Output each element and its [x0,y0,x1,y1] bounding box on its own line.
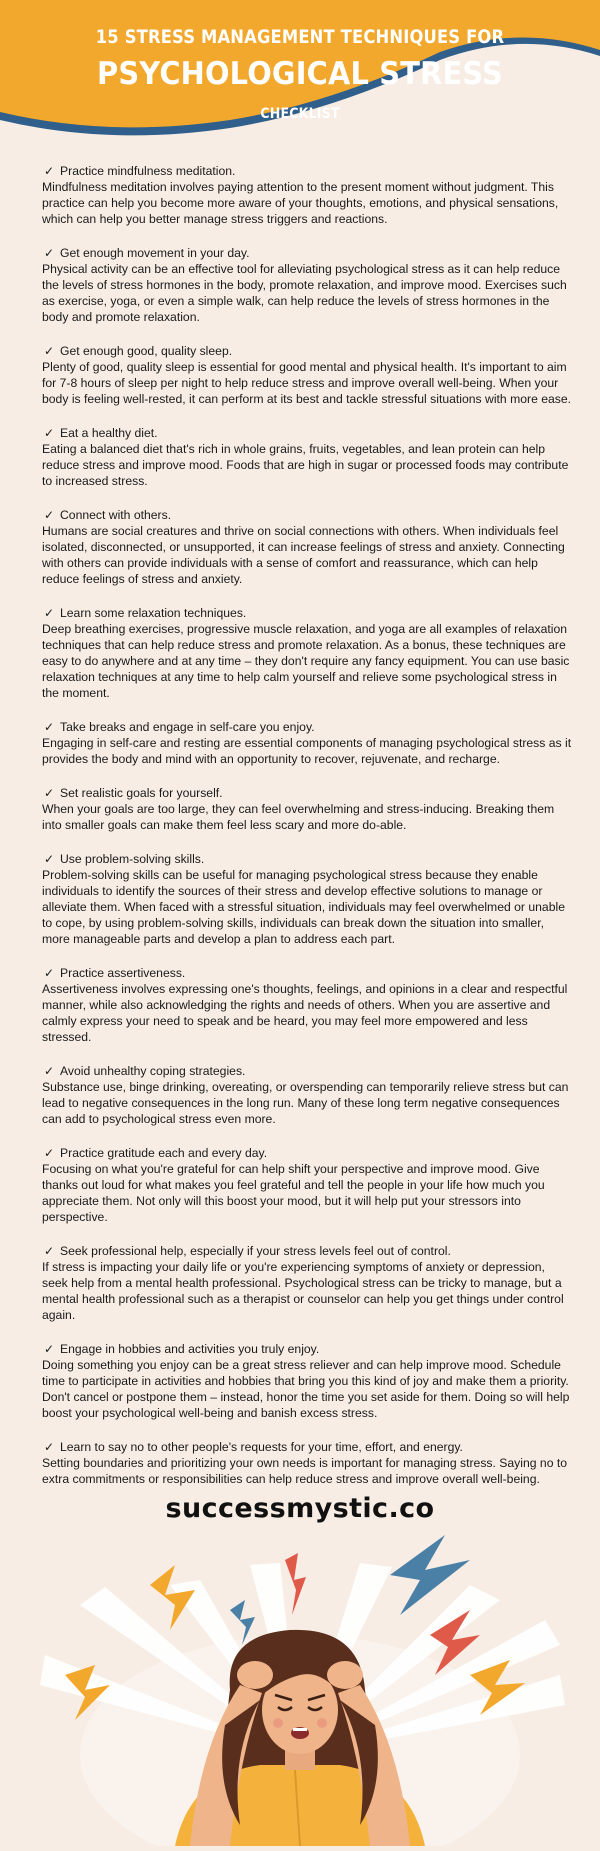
checklist-item [42,1243,572,1323]
item-description: Plenty of good, quality sleep is essential for good mental and physical health. It's important to aim for 7-8 hours of sleep per night to help reduce stress and improve overall well-being. When your body is feeling well-rested, it can perform at its best and tackle stressful situations with more ease. [42,360,572,406]
item-heading: Practice gratitude each and every day. [60,1146,268,1160]
item-heading: Avoid unhealthy coping strategies. [60,1064,246,1078]
checklist-item [42,163,572,227]
checkmark-icon: ✓ [44,606,55,620]
page-subtitle: CHECKLIST [260,106,340,122]
checkmark-icon: ✓ [44,1440,55,1454]
item-description: Problem-solving skills can be useful for managing psychological stress because they enable individuals to identify the sources of their stress and develop effective solutions to manage or alleviate them. When faced with a stressful situation, individuals may feel overwhelmed or unable to cope, by using problem-solving skills, individuals can break down the situation into smaller, more manageable parts and develop a plan to address each part. [42,868,565,946]
checkmark-icon: ✓ [44,426,55,440]
checkmark-icon: ✓ [44,508,55,522]
checklist-item [42,785,572,833]
bolt-orange-icon [150,1565,195,1630]
header-banner [0,0,600,150]
checklist-item [42,245,572,325]
checkmark-icon: ✓ [44,1146,55,1160]
checklist-item [42,1063,572,1127]
checklist [42,163,572,1505]
item-heading: Get enough good, quality sleep. [60,344,233,358]
item-description: Engaging in self-care and resting are essential components of managing psychological stress as it provides the body and mind with an opportunity to recover, rejuvenate, and recharge. [42,736,572,766]
stressed-woman-illustration [0,1525,600,1846]
item-description: Deep breathing exercises, progressive muscle relaxation, and yoga are all examples of relaxation techniques that can help reduce stress and promote relaxation. As a bonus, these techniques are easy to do anywhere and at any time – they don't require any fancy equipment. You can use basic relaxation techniques at any time to help calm yourself and relieve some psychological stress in the moment. [42,622,570,700]
item-heading: Connect with others. [60,508,172,522]
item-description: Setting boundaries and prioritizing your own needs is important for managing stress. Saying no to extra commitments or responsibilities can help reduce stress and improve overall well-being. [42,1456,568,1486]
item-description: Focusing on what you're grateful for can help shift your perspective and improve mood. Give thanks out loud for what makes you feel grateful and tell the people in your life how much you appreciate them. Not only will this boost your mood, but it will help put your stressors into perspective. [42,1162,545,1224]
item-description: Humans are social creatures and thrive on social connections with others. When individuals feel isolated, disconnected, or unsupported, it can increase feelings of stress and anxiety. Connecting with others can provide individuals with a sense of comfort and reassurance, which can help reduce feelings of stress and anxiety. [42,524,565,586]
item-description: Eating a balanced diet that's rich in whole grains, fruits, vegetables, and lean protein can help reduce stress and improve mood. Foods that are high in sugar or processed foods may contribute to increased stress. [42,442,569,488]
checklist-item [42,605,572,701]
item-heading: Get enough movement in your day. [60,246,250,260]
item-description: When your goals are too large, they can feel overwhelming and stress-inducing. Breaking them into smaller goals can make them feel less scary and more do-able. [42,802,555,832]
item-description: Doing something you enjoy can be a great stress reliever and can help improve mood. Schedule time to participate in activities and hobbies that bring you this kind of joy and make them a priority. Don't cancel or postpone them – instead, honor the time you set aside for them. Doing so will help boost your psychological well-being and banish excess stress. [42,1358,570,1420]
checklist-item [42,343,572,407]
bolt-red-icon [285,1553,306,1615]
checklist-item [42,851,572,947]
checkmark-icon: ✓ [44,786,55,800]
checklist-item [42,425,572,489]
checkmark-icon: ✓ [44,344,55,358]
header-line1: 15 STRESS MANAGEMENT TECHNIQUES FOR [95,26,505,48]
item-description: Assertiveness involves expressing one's thoughts, feelings, and opinions in a clear and respectful manner, while also acknowledging the rights and needs of others. When you are assertive and calmly express your need to speak and be heard, you may feel more empowered and less stressed. [42,982,568,1044]
item-heading: Seek professional help, especially if your stress levels feel out of control. [60,1244,451,1258]
item-description: Physical activity can be an effective tool for alleviating psychological stress as it can help reduce the levels of stress hormones in the body, promote relaxation, and improve mood. Exercises such as exercise, yoga, or even a simple walk, can help reduce the levels of stress hormones in the body and promote relaxation. [42,262,567,324]
item-heading: Practice assertiveness. [60,966,186,980]
item-heading: Practice mindfulness meditation. [60,164,236,178]
item-description: Mindfulness meditation involves paying attention to the present moment without judgment. This practice can help you become more aware of your thoughts, emotions, and physical sensations, which can help you better manage stress triggers and reactions. [42,180,559,226]
checklist-item [42,1341,572,1421]
checkmark-icon: ✓ [44,852,55,866]
illustration-art [0,1525,600,1846]
item-heading: Use problem-solving skills. [60,852,205,866]
checklist-item [42,507,572,587]
checkmark-icon: ✓ [44,1342,55,1356]
item-heading: Set realistic goals for yourself. [60,786,223,800]
checkmark-icon: ✓ [44,246,55,260]
checklist-item [42,1145,572,1225]
checkmark-icon: ✓ [44,1244,55,1258]
checkmark-icon: ✓ [44,1064,55,1078]
checklist-item [42,965,572,1045]
checklist-item [42,1439,572,1487]
item-heading: Take breaks and engage in self-care you enjoy. [60,720,315,734]
site-url[interactable]: successmystic.co [165,1493,435,1524]
item-heading: Engage in hobbies and activities you truly enjoy. [60,1342,320,1356]
checklist-item [42,719,572,767]
item-description: Substance use, binge drinking, overeating, or overspending can temporarily relieve stress but can lead to negative consequences in the long run. Many of these long term negative consequences can add to psychological stress even more. [42,1080,569,1126]
page-title: PSYCHOLOGICAL STRESS [97,56,503,92]
item-heading: Learn to say no to other people's requests for your time, effort, and energy. [60,1440,463,1454]
checkmark-icon: ✓ [44,720,55,734]
checkmark-icon: ✓ [44,966,55,980]
checkmark-icon: ✓ [44,164,55,178]
item-heading: Eat a healthy diet. [60,426,158,440]
item-heading: Learn some relaxation techniques. [60,606,247,620]
item-description: If stress is impacting your daily life or you're experiencing symptoms of anxiety or depression, seek help from a mental health professional. Psychological stress can be tricky to manage, but a mental health professional such as a therapist or counselor can help you get things under control again. [42,1260,564,1322]
